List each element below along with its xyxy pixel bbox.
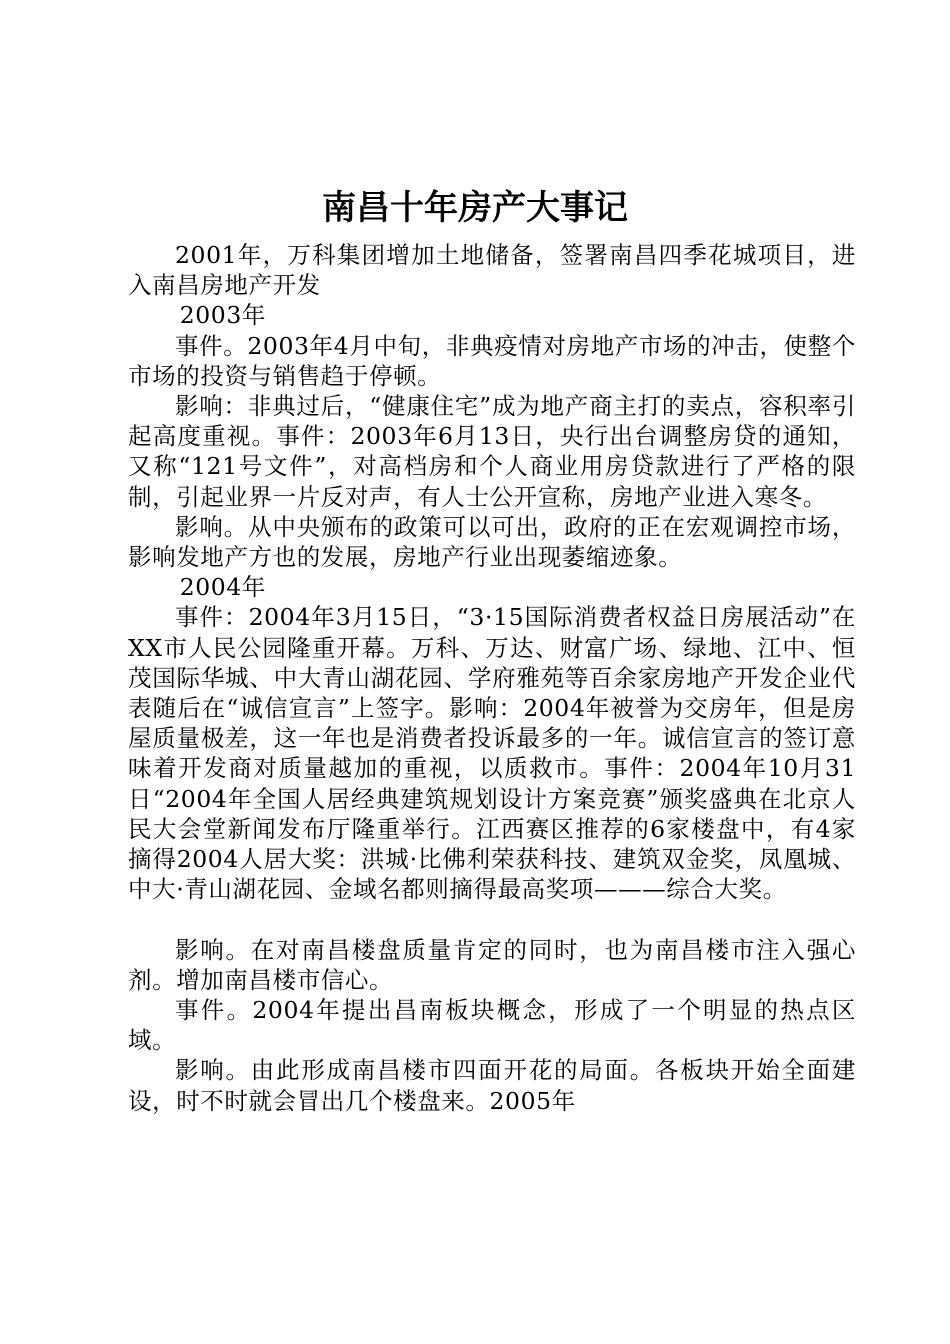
- paragraph-event-sars: 事件。2003年4月中旬，非典疫情对房地产市场的冲击，使整个市场的投资与销售趋于停顿。: [128, 331, 856, 390]
- paragraph-impact-changnan: 影响。由此形成南昌楼市四面开花的局面。各板块开始全面建设，时不时就会冒出几个楼盘来。2005年: [128, 1056, 856, 1115]
- paragraph-event-changnan: 事件。2004年提出昌南板块概念，形成了一个明显的热点区域。: [128, 996, 856, 1055]
- document-body: [128, 240, 856, 1116]
- document-title: 南昌十年房产大事记: [322, 188, 628, 228]
- paragraph-2001: 2001年，万科集团增加土地储备，签署南昌四季花城项目，进入南昌房地产开发: [128, 241, 856, 300]
- paragraph-gap: [128, 904, 856, 934]
- year-heading-2004: 2004年: [179, 573, 266, 602]
- paragraph-impact-quality: 影响。在对南昌楼盘质量肯定的同时，也为南昌楼市注入强心剂。增加南昌楼市信心。: [128, 935, 856, 994]
- paragraph-event-2004: 事件：2004年3月15日，“3·15国际消费者权益日房展活动”在XX市人民公园隆重开幕。万科、万达、财富广场、绿地、江中、恒茂国际华城、中大青山湖花园、学府雅苑等百余家房地产开发企业代表随后在“诚信宣言”上签字。影响：2004年被誉为交房年，但是房屋质量极差，这一年也是消费者投诉最多的一年。诚信宣言的签订意味着开发商对质量越加的重视，以质救市。事件：2004年10月31日“2004年全国人居经典建筑规划设计方案竞赛”颁奖盛典在北京人民大会堂新闻发布厅隆重举行。江西赛区推荐的6家楼盘中，有4家摘得2004人居大奖：洪城·比佛利荣获科技、建筑双金奖，凤凰城、中大·青山湖花园、金域名都则摘得最高奖项———综合大奖。: [128, 603, 856, 904]
- paragraph-impact-policy: 影响。从中央颁布的政策可以可出，政府的正在宏观调控市场，影响发地产方也的发展，房地产行业出现萎缩迹象。: [128, 512, 856, 572]
- year-heading-2003: 2003年: [179, 301, 266, 330]
- paragraph-impact-sars: 影响：非典过后，“健康住宅”成为地产商主打的卖点，容积率引起高度重视。事件：2003年6月13日，央行出台调整房贷的通知，又称“121号文件”，对高档房和个人商业用房贷款进行了严格的限制，引起业界一片反对声，有人士公开宣称，房地产业进入寒冬。: [128, 392, 856, 511]
